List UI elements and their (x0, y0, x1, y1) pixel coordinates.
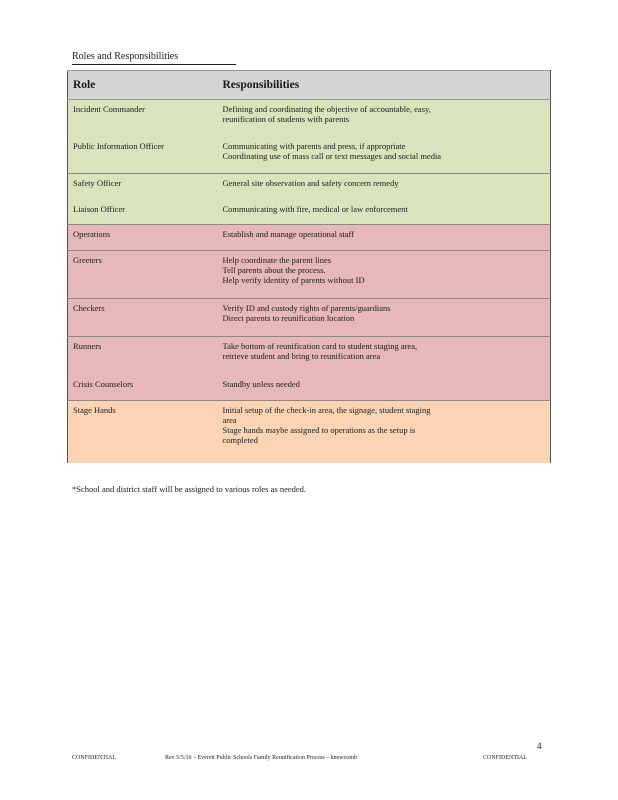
responsibility-line: Communicating with fire, medical or law enforcement (222, 203, 408, 214)
role-cell: Safety Officer (68, 174, 218, 200)
responsibility-cell (218, 137, 551, 174)
role-cell: Runners (68, 337, 218, 375)
responsibility-cell (218, 200, 551, 225)
table-row (68, 137, 551, 174)
responsibility-cell (218, 337, 551, 375)
footer-confidential-right: CONFIDENTIAL (483, 755, 527, 761)
responsibility-line: Take bottom of reunification card to student staging area, (222, 341, 418, 351)
responsibility-line: Communicating with parents and press, if appropriate (222, 140, 406, 151)
responsibility-line: Help verify identity of parents without ID (222, 275, 365, 285)
responsibility-cell (218, 100, 551, 137)
responsibility-cell (218, 174, 551, 200)
responsibility-line: completed (222, 435, 258, 445)
table-row (68, 375, 551, 401)
role-cell: Operations (68, 225, 218, 251)
table-row (68, 174, 551, 200)
responsibility-line: area (222, 415, 237, 425)
table-row (68, 401, 551, 463)
role-cell: Stage Hands (68, 401, 218, 463)
responsibility-cell (218, 401, 551, 463)
responsibility-line: Tell parents about the process. (222, 265, 326, 275)
responsibility-line: Initial setup of the check-in area, the signage, student staging (222, 405, 431, 415)
table-row (68, 299, 551, 337)
role-column-header: Role (68, 71, 218, 100)
responsibility-line: Help coordinate the parent lines (222, 255, 332, 265)
footer-confidential-left: CONFIDENTIAL (72, 755, 116, 761)
responsibility-line: retrieve student and bring to reunification area (222, 351, 381, 361)
responsibility-cell (218, 299, 551, 337)
page-number: 4 (537, 741, 542, 751)
responsibility-line: reunification of students with parents (222, 114, 350, 124)
role-cell: Crisis Counselors (68, 375, 218, 401)
responsibility-line: Verify ID and custody rights of parents/guardians (222, 303, 391, 313)
responsibility-line: Defining and coordinating the objective of accountable, easy, (222, 104, 431, 114)
role-cell: Checkers (68, 299, 218, 337)
responsibility-cell (218, 225, 551, 251)
responsibility-line: Coordinating use of mass call or text messages and social media (222, 150, 442, 161)
responsibility-line: General site observation and safety concern remedy (222, 178, 399, 188)
responsibility-line: Direct parents to reunification location (222, 313, 355, 323)
footnote: *School and district staff will be assigned to various roles as needed. (72, 484, 307, 494)
role-cell: Incident Commander (68, 100, 218, 137)
responsibility-line: Standby unless needed (222, 378, 300, 389)
table-row (68, 225, 551, 251)
responsibilities-column-header: Responsibilities (218, 71, 551, 100)
table-row (68, 200, 551, 225)
table-row (68, 251, 551, 299)
responsibility-line: Stage hands maybe assigned to operations as the setup is (222, 425, 416, 435)
table-row (68, 100, 551, 137)
role-cell: Greeters (68, 251, 218, 299)
table-row (68, 337, 551, 375)
page-heading: Roles and Responsibilities (72, 51, 236, 65)
roles-table (67, 70, 551, 463)
responsibility-cell (218, 375, 551, 401)
footer-document-info: Rev 5/5/16 – Everett Public Schools Family Reunification Process – knewcomb (165, 755, 357, 761)
responsibility-cell (218, 251, 551, 299)
role-cell: Liaison Officer (68, 200, 218, 225)
table-header-row (68, 71, 551, 100)
responsibility-line: Establish and manage operational staff (222, 229, 355, 239)
role-cell: Public Information Officer (68, 137, 218, 174)
